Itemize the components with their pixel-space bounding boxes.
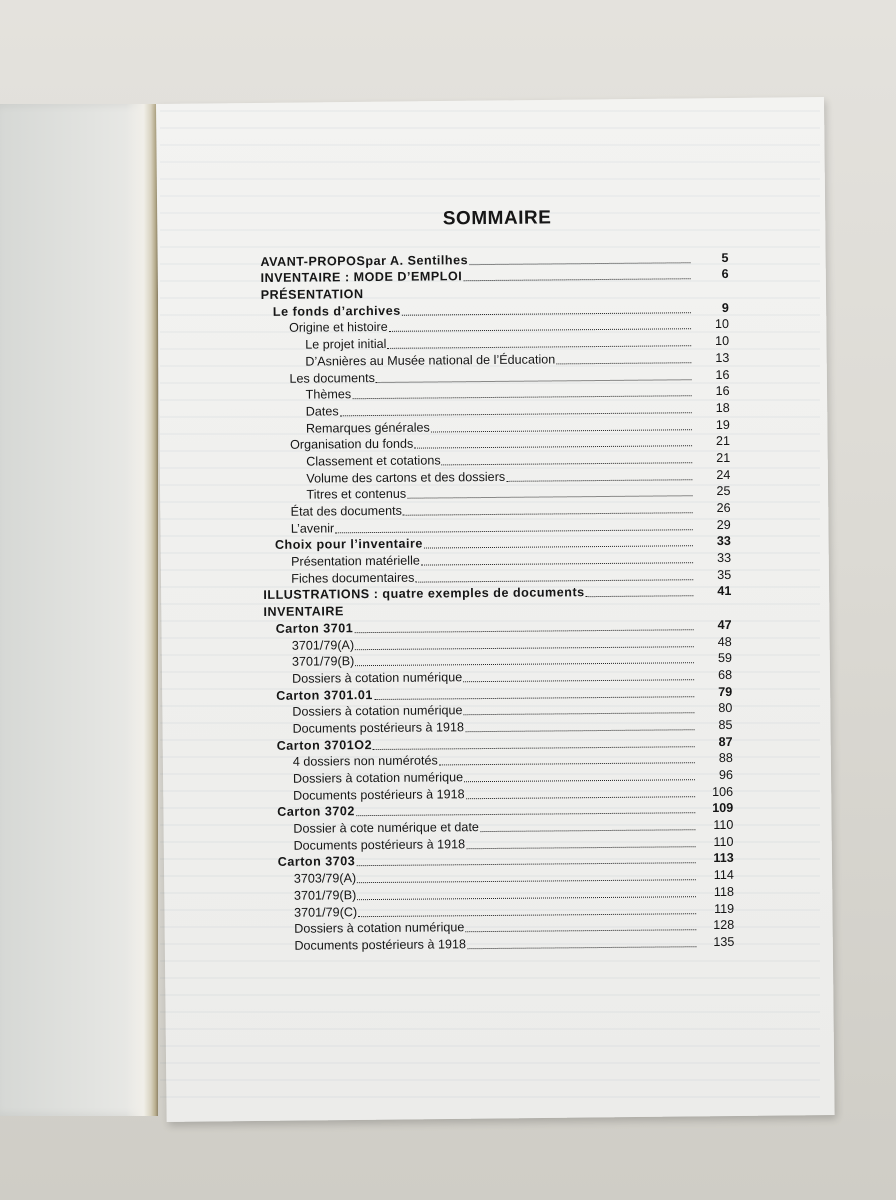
toc-entry-label: D’Asnières au Musée national de l’Éducation bbox=[305, 352, 556, 369]
toc-entry-label: État des documents bbox=[290, 503, 403, 519]
dot-leader bbox=[356, 813, 695, 817]
toc-page-number: 24 bbox=[716, 467, 731, 482]
book-spine-edge bbox=[126, 104, 158, 1116]
dot-leader bbox=[357, 879, 696, 883]
toc-page-number: 21 bbox=[716, 450, 731, 465]
toc-entry-label: Remarques générales bbox=[305, 420, 430, 436]
toc-page-number: 10 bbox=[715, 334, 730, 349]
toc-page-number: 128 bbox=[713, 918, 735, 933]
dot-leader bbox=[465, 929, 696, 932]
toc-page-number: 80 bbox=[718, 701, 733, 716]
toc-entry-label: Volume des cartons et des dossiers bbox=[306, 469, 506, 486]
toc-page-number: 118 bbox=[713, 884, 735, 899]
dot-leader bbox=[466, 796, 695, 799]
toc-page-number: 29 bbox=[716, 517, 731, 532]
toc-entry-label: Dossiers à cotation numérique bbox=[294, 920, 465, 936]
toc-page-number: 79 bbox=[718, 684, 733, 699]
dot-leader bbox=[469, 262, 690, 265]
dot-leader bbox=[463, 279, 690, 282]
toc-page-number: 109 bbox=[712, 801, 734, 816]
dot-leader bbox=[466, 846, 695, 849]
toc-page-number: 110 bbox=[713, 817, 734, 833]
dot-leader bbox=[403, 512, 693, 516]
toc-page-number: 106 bbox=[712, 784, 734, 799]
dot-leader bbox=[556, 362, 691, 364]
dot-leader bbox=[464, 712, 695, 715]
toc-entry-label: Dates bbox=[305, 404, 339, 419]
dot-leader bbox=[355, 646, 694, 650]
table-of-contents bbox=[258, 206, 734, 954]
toc-page-number: 47 bbox=[717, 617, 732, 632]
dot-leader bbox=[439, 763, 695, 766]
toc-entry-label: PRÉSENTATION bbox=[260, 287, 364, 303]
toc-entry-label: Le fonds d’archives bbox=[272, 303, 401, 319]
toc-entry-label: Dossiers à cotation numérique bbox=[292, 770, 464, 786]
dot-leader bbox=[407, 496, 692, 499]
dot-leader bbox=[356, 863, 695, 867]
toc-page-number: 35 bbox=[717, 567, 732, 582]
toc-page-number: 18 bbox=[715, 400, 730, 415]
toc-page-number: 85 bbox=[718, 717, 733, 732]
dot-leader bbox=[373, 746, 695, 750]
dot-leader bbox=[389, 329, 691, 333]
toc-entry-label: Origine et histoire bbox=[288, 320, 388, 336]
dot-leader bbox=[358, 913, 696, 917]
toc-page-number: 19 bbox=[715, 417, 730, 432]
toc-entry-label: Carton 3702 bbox=[277, 804, 355, 820]
toc-entry-label: Documents postérieurs à 1918 bbox=[292, 720, 465, 736]
toc-entry-label: Fiches documentaires bbox=[291, 570, 415, 586]
dot-leader bbox=[374, 696, 694, 700]
toc-entry-label: 4 dossiers non numérotés bbox=[292, 753, 438, 770]
toc-entry-label: Documents postérieurs à 1918 bbox=[293, 836, 466, 853]
toc-page-number: 41 bbox=[717, 584, 732, 599]
toc-page-number: 6 bbox=[721, 267, 729, 282]
toc-page-number: 26 bbox=[716, 500, 731, 516]
toc-page-number: 110 bbox=[713, 834, 734, 849]
toc-page-number: 87 bbox=[718, 734, 733, 749]
toc-entry-label: Documents postérieurs à 1918 bbox=[294, 937, 466, 953]
dot-leader bbox=[387, 345, 691, 349]
dot-leader bbox=[355, 662, 694, 666]
toc-entry-label: Documents postérieurs à 1918 bbox=[293, 786, 465, 803]
dot-leader bbox=[464, 779, 695, 782]
toc-entry-label: Classement et cotations bbox=[306, 453, 441, 469]
toc-entry-label: Carton 3701O2 bbox=[276, 737, 373, 753]
dot-leader bbox=[467, 946, 696, 949]
dot-leader bbox=[340, 412, 692, 416]
toc-entry-label: Présentation matérielle bbox=[291, 553, 420, 569]
dot-leader bbox=[463, 679, 694, 682]
dot-leader bbox=[480, 829, 695, 832]
toc-entry-label: 3701/79(C) bbox=[294, 904, 358, 920]
toc-page-number: 59 bbox=[717, 651, 732, 666]
toc-entry-label: INVENTAIRE bbox=[263, 604, 344, 620]
toc-page-number: 25 bbox=[716, 484, 731, 499]
toc-entry-label: Titres et contenus bbox=[306, 487, 407, 502]
dot-leader bbox=[442, 462, 693, 465]
toc-page-number: 21 bbox=[715, 434, 731, 449]
toc-page-number: 10 bbox=[714, 317, 730, 332]
toc-entry-author: par A. Sentilhes bbox=[365, 252, 469, 268]
dot-leader bbox=[506, 479, 692, 482]
dot-leader bbox=[376, 379, 692, 383]
toc-page-number: 16 bbox=[715, 384, 730, 399]
toc-page-number: 16 bbox=[715, 367, 730, 382]
toc-entry-label: Choix pour l’inventaire bbox=[274, 536, 423, 553]
toc-page-number: 119 bbox=[713, 901, 735, 916]
toc-page-number: 135 bbox=[713, 934, 735, 949]
toc-entry-label: 3701/79(A) bbox=[291, 637, 355, 653]
toc-entry-label: Organisation du fonds bbox=[289, 436, 414, 452]
toc-page-number: 5 bbox=[721, 250, 729, 265]
dot-leader bbox=[421, 562, 693, 565]
toc-entry-label: ILLUSTRATIONS : quatre exemples de documents bbox=[263, 585, 585, 603]
toc-page-number: 113 bbox=[713, 851, 734, 866]
toc-entry-label: Thèmes bbox=[305, 387, 352, 402]
dot-leader bbox=[424, 546, 693, 549]
toc-entry-label: Les documents bbox=[289, 370, 375, 386]
toc-entry-label: Dossier à cote numérique et date bbox=[293, 820, 479, 836]
toc-page-number: 9 bbox=[721, 300, 729, 315]
toc-entry-label: Dossiers à cotation numérique bbox=[292, 703, 463, 719]
toc-entry-label: Dossiers à cotation numérique bbox=[292, 670, 463, 686]
toc-entry-label: Le projet initial bbox=[305, 337, 387, 352]
toc-entry-label: INVENTAIRE : MODE D’EMPLOI bbox=[260, 269, 463, 286]
toc-page-number: 33 bbox=[716, 550, 732, 566]
toc-list bbox=[258, 249, 734, 954]
toc-page-number: 68 bbox=[717, 667, 733, 682]
dot-leader bbox=[586, 596, 694, 598]
dot-leader bbox=[465, 729, 694, 732]
toc-entry-label: L’avenir bbox=[290, 521, 335, 536]
page-title: SOMMAIRE bbox=[442, 207, 552, 230]
toc-entry-label: 3701/79(B) bbox=[291, 654, 355, 669]
toc-page-number: 114 bbox=[713, 867, 734, 883]
toc-page-number: 33 bbox=[716, 534, 731, 549]
toc-entry-label: Carton 3703 bbox=[277, 854, 356, 870]
toc-page-number: 48 bbox=[717, 634, 732, 649]
dot-leader bbox=[354, 629, 693, 633]
toc-entry-label: Carton 3701 bbox=[275, 620, 354, 636]
dot-leader bbox=[402, 312, 691, 316]
toc-page-number: 88 bbox=[718, 751, 733, 766]
toc-entry-label: 3703/79(A) bbox=[293, 871, 357, 886]
dot-leader bbox=[357, 896, 696, 900]
toc-entry-label: 3701/79(B) bbox=[293, 887, 357, 903]
toc-page-number: 96 bbox=[718, 767, 734, 782]
dot-leader bbox=[352, 395, 691, 399]
toc-page-number: 13 bbox=[715, 350, 730, 365]
toc-entry-label: AVANT-PROPOS bbox=[260, 253, 366, 269]
dot-leader bbox=[415, 579, 693, 582]
dot-leader bbox=[431, 429, 692, 432]
dot-leader bbox=[414, 445, 692, 448]
toc-entry-label: Carton 3701.01 bbox=[276, 687, 373, 703]
